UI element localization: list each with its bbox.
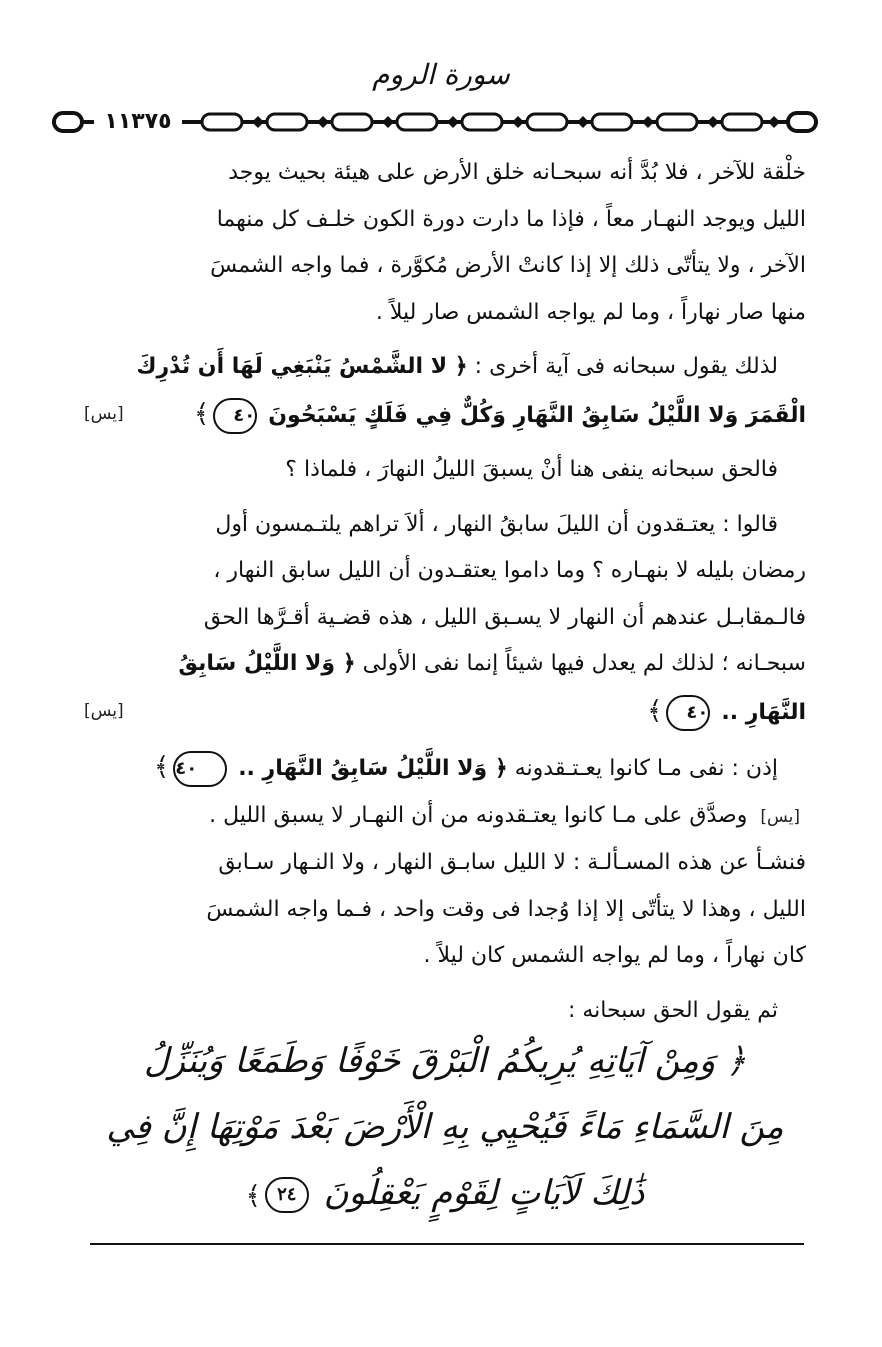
text-line [78,688,806,737]
text-line [78,391,806,440]
ayah-number-marker: ٤٠ [666,695,710,731]
text-line: الليل ويوجد النهـار معاً ، فإذا ما دارت دورة الكون خلـف كل منهما [216,206,806,232]
quran-verse-block [100,1028,790,1229]
ayah-text: ﴿ وَلا اللَّيْلُ سَابِقُ النَّهَارِ .. [238,756,508,781]
text-line: فنشـأ عن هذه المسـألـة : لا الليل سابـق النهار ، ولا النـهار سـابق [218,850,806,875]
ayah-close-ornament: ﴾ [194,398,210,429]
body-text [78,150,806,1042]
text-line: الليل ، وهذا لا يتأتّى إلا إذا وُجدا فى وقت واحد ، فـما واجه الشمسَ [206,896,806,922]
ayah-intro: لذلك يقول سبحانه فى آية أخرى : [474,354,778,379]
text-fragment: سبحـانه ؛ لذلك لم يعدل فيها شيئاً إنما نفى الأولى [362,651,806,676]
ayah-text: ﴿ وَلا اللَّيْلُ سَابِقُ [178,651,356,676]
ayah-number-marker: ٤٠ [173,751,227,787]
text-line [78,793,806,841]
page-number: ١١٣٧٥ [94,109,182,135]
text-line: رمضان بليله لا بنهـاره ؟ وما داموا يعتقـدون أن الليل سابق النهار ، [213,558,806,583]
paragraph-1 [78,150,806,336]
paragraph-3 [78,502,806,737]
ayah-close-ornament: ﴾ [647,695,663,726]
quran-line: مِنَ السَّمَاءِ مَاءً فَيُحْيِي بِهِ الْأَرْضَ بَعْدَ مَوْتِهَا إِنَّ فِي [106,1107,784,1147]
footer-rule [90,1243,804,1245]
text-line [78,344,806,391]
text-line: منها صار نهاراً ، وما لم يواجه الشمس صار ليلاً . [375,299,806,325]
surah-reference: [يس] [760,806,800,827]
quran-line [100,1160,790,1229]
paragraph-5: ثم يقول الحق سبحانه : [567,997,778,1023]
surah-reference: [يس] [84,700,124,721]
ayah-text: النَّهَارِ .. [721,699,806,725]
text-line [78,641,806,688]
ayah-close-ornament: ﴾ [245,1181,261,1211]
quran-line: ﴿ وَمِنْ آيَاتِهِ يُرِيكُمُ الْبَرْقَ خَوْفًا وَطَمَعًا وَيُنَزِّلُ [143,1041,747,1081]
text-line: الآخر ، ولا يتأتّى ذلك إلا إذا كانتْ الأرض مُكوَّرة ، فما واجه الشمسَ [210,253,806,278]
ayah-text: الْقَمَرَ وَلا اللَّيْلُ سَابِقُ النَّهَارِ وَكُلٌّ فِي فَلَكٍ يَسْبَحُونَ [268,402,806,428]
ayah-number-marker: ٢٤ [265,1177,309,1213]
ayah-number-marker: ٤٠ [213,398,257,434]
text-line: فالـمقابـل عندهم أن النهار لا يسـبق الليل ، هذه قضـية أقـرَّها الحق [203,604,806,630]
ayah-close-ornament: ﴾ [153,752,170,782]
ayah-text: ﴿ لا الشَّمْسُ يَنْبَغِي لَهَا أَن تُدْرِكَ [136,354,468,379]
text-line [78,744,806,793]
quran-text: ذَٰلِكَ لَآيَاتٍ لِقَوْمٍ يَعْقِلُونَ [323,1173,645,1213]
text-fragment: إذن : نفى مـا كانوا يعـتـقدونه [514,756,778,781]
text-line: كان نهاراً ، وما لم يواجه الشمس كان ليلاً . [423,943,806,968]
surah-title: سورة الروم [372,58,510,91]
text-line: قالوا : يعتـقدون أن الليلَ سابقُ النهار ، ألاَ تراهم يلتـمسون أول [215,511,778,537]
ayah-quote-1 [78,344,806,439]
text-line: خلْقة للآخر ، فلا بُدَّ أنه سبحـانه خلق الأرض على هيئة بحيث يوجد [228,160,806,185]
text-fragment: وصدَّق على مـا كانوا يعتـقدونه من أن النهـار لا يسبق الليل . [209,802,748,828]
paragraph-2: فالحق سبحانه ينفى هنا أنْ يسبقَ الليلُ النهارَ ، فلماذا ؟ [285,457,778,482]
surah-reference: [يس] [84,403,124,424]
paragraph-4 [78,744,806,980]
